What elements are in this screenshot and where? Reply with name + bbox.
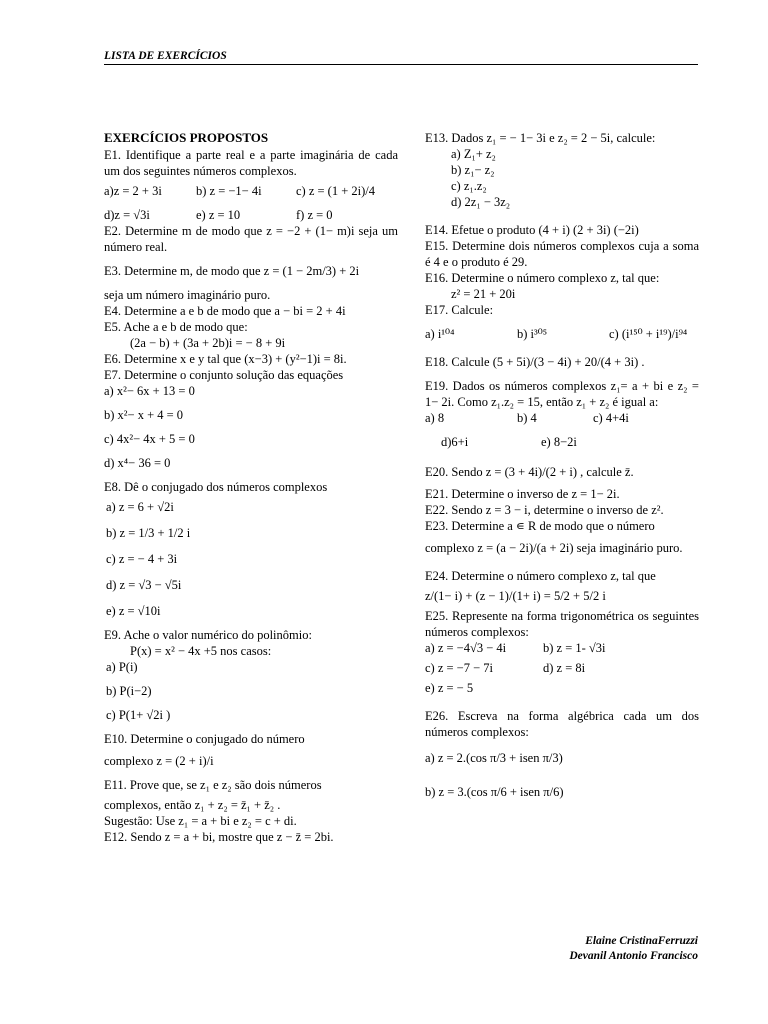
exercise-e23-cont: complexo z = (a − 2i)/(a + 2i) seja imaginário puro. [425,541,683,555]
e19-option: a) 8 [425,411,445,425]
e25-item: c) z = −7 − 7i [425,661,494,675]
exercise-e11-hint: Sugestão: Use z₁ = a + bi e z₂ = c + di. [104,814,297,828]
page-footer [569,934,698,964]
e8-item: e) z = √10i [106,604,161,618]
e19-option: e) 8−2i [541,435,577,449]
e24-equation: z/(1− i) + (z − 1)/(1+ i) = 5/2 + 5/2 i [425,589,606,603]
e17-item: c) (i¹⁵⁰ + i¹⁹)/i⁹⁴ [609,327,688,341]
e17-item: a) i¹⁰⁴ [425,327,455,341]
exercise-e3: E3. Determine m, de modo que z = (1 − 2m/3) + 2i [104,264,360,278]
exercise-e26: E26. Escreva na forma algébrica cada um dos números complexos: [425,709,699,739]
e25-row3 [425,680,699,696]
exercise-e3-cont: seja um número imaginário puro. [104,288,271,302]
e7-item: c) 4x²− 4x + 5 = 0 [104,432,195,446]
e25-item: e) z = − 5 [425,681,474,695]
exercise-e5: E5. Ache a e b de modo que: [104,320,248,334]
exercise-e11: E11. Prove que, se z₁ e z₂ são dois números [104,778,322,792]
exercise-e23: E23. Determine a ∊ R de modo que o número [425,519,655,533]
e1-item: b) z = −1− 4i [196,184,262,198]
e1-item: f) z = 0 [296,208,333,222]
e8-item: a) z = 6 + √2i [106,500,174,514]
page-header: LISTA DE EXERCÍCIOS [104,50,698,65]
e9-item: a) P(i) [106,660,138,674]
exercise-e15: E15. Determine dois números complexos cuja a soma é 4 e o produto é 29. [425,239,699,269]
e7-item: d) x⁴− 36 = 0 [104,456,171,470]
exercise-e14: E14. Efetue o produto (4 + i) (2 + 3i) (−2i) [425,223,639,237]
exercise-e2: E2. Determine m de modo que z = −2 + (1− m)i seja um número real. [104,224,398,254]
exercise-e10: E10. Determine o conjugado do número [104,732,305,746]
exercise-e22: E22. Sendo z = 3 − i, determine o inverso de z². [425,503,664,517]
e8-item: d) z = √3 − √5i [106,578,182,592]
e8-item: c) z = − 4 + 3i [106,552,178,566]
e25-item: a) z = −4√3 − 4i [425,641,507,655]
e25-row1 [425,640,699,656]
e19-options-row1 [425,410,699,426]
exercise-e9: E9. Ache o valor numérico do polinômio: [104,628,312,642]
exercise-e8: E8. Dê o conjugado dos números complexos [104,480,328,494]
e19-options-row2 [425,434,699,450]
exercise-e19: E19. Dados os números complexos z₁= a + bi e z₂ = 1− 2i. Como z₁.z₂ = 15, então z₁ + z₂ é igual a: [425,379,699,409]
e1-items-row1 [104,183,398,199]
exercise-e20: E20. Sendo z = (3 + 4i)/(2 + i) , calcule z̄. [425,465,634,479]
exercise-e18: E18. Calcule (5 + 5i)/(3 − 4i) + 20/(4 + 3i) . [425,355,645,369]
e17-item: b) i³⁰⁵ [517,327,548,341]
e17-items [425,326,699,342]
e25-item: b) z = 1- √3i [543,641,606,655]
e1-item: d)z = √3i [104,208,150,222]
e1-items-row2 [104,207,398,223]
e9-item: c) P(1+ √2i ) [106,708,171,722]
e26-item: a) z = 2.(cos π/3 + isen π/3) [425,751,563,765]
e13-item: b) z₁− z₂ [451,163,495,177]
exercise-e5-equation: (2a − b) + (3a + 2b)i = − 8 + 9i [130,336,286,350]
exercise-e16: E16. Determine o número complexo z, tal que: [425,271,660,285]
section-title: EXERCÍCIOS PROPOSTOS [104,130,269,145]
e7-item: a) x²− 6x + 13 = 0 [104,384,195,398]
author-name: Devanil Antonio Francisco [569,950,698,962]
e7-item: b) x²− x + 4 = 0 [104,408,184,422]
exercise-e4: E4. Determine a e b de modo que a − bi = 2 + 4i [104,304,346,318]
e25-row2 [425,660,699,676]
e13-item: a) Z₁+ z₂ [451,147,496,161]
author-name: Elaine CristinaFerruzzi [585,935,698,947]
exercise-e12: E12. Sendo z = a + bi, mostre que z − z̄ = 2bi. [104,830,334,844]
exercise-e7: E7. Determine o conjunto solução das equações [104,368,344,382]
exercise-e17: E17. Calcule: [425,303,494,317]
e1-item: c) z = (1 + 2i)/4 [296,184,376,198]
e26-item: b) z = 3.(cos π/6 + isen π/6) [425,785,564,799]
exercise-e6: E6. Determine x e y tal que (x−3) + (y²−1)i = 8i. [104,352,347,366]
e1-item: a)z = 2 + 3i [104,184,162,198]
e19-option: d)6+i [441,435,469,449]
exercise-e13: E13. Dados z₁ = − 1− 3i e z₂ = 2 − 5i, calcule: [425,131,656,145]
e1-item: e) z = 10 [196,208,241,222]
e19-option: b) 4 [517,411,537,425]
exercise-e25: E25. Represente na forma trigonométrica os seguintes números complexos: [425,609,699,639]
e9-item: b) P(i−2) [106,684,152,698]
e13-item: c) z₁.z₂ [451,179,487,193]
e9-polynomial: P(x) = x² − 4x +5 nos casos: [130,644,272,658]
exercise-e11-cont: complexos, então z₁ + z₂ = z̄₁ + z̄₂ . [104,798,281,812]
exercise-e1: E1. Identifique a parte real e a parte imaginária de cada um dos seguintes números complexos. [104,148,398,178]
right-column [425,130,699,800]
left-column [104,130,398,845]
e8-item: b) z = 1/3 + 1/2 i [106,526,191,540]
e19-option: c) 4+4i [593,411,629,425]
e16-equation: z² = 21 + 20i [451,287,516,301]
e25-item: d) z = 8i [543,661,586,675]
exercise-e24: E24. Determine o número complexo z, tal que [425,569,656,583]
exercise-e21: E21. Determine o inverso de z = 1− 2i. [425,487,620,501]
e13-item: d) 2z₁ − 3z₂ [451,195,511,209]
exercise-e10-cont: complexo z = (2 + i)/i [104,754,214,768]
